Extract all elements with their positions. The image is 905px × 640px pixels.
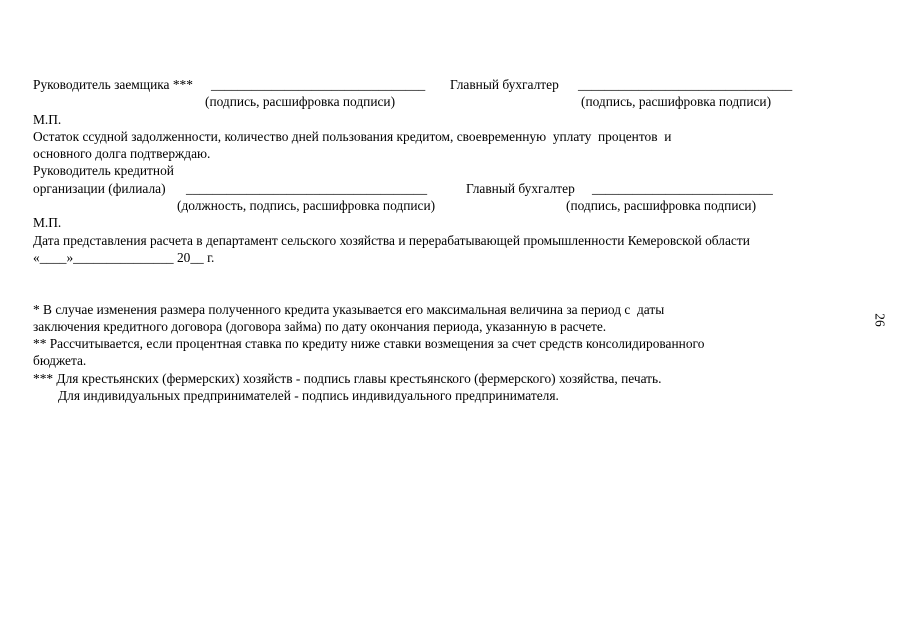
chief-accountant-label-2: Главный бухгалтер (466, 181, 575, 196)
footnote-1-line-1: * В случае изменения размера полученного кредита указывается его максимальная величина за период с даты (33, 302, 665, 317)
chief-accountant-signature-line-1: ________________________________ (578, 77, 793, 92)
signature-caption-1: (подпись, расшифровка подписи) (205, 94, 396, 109)
position-signature-caption: (должность, подпись, расшифровка подписи) (177, 198, 436, 213)
chief-accountant-label-1: Главный бухгалтер (450, 77, 559, 92)
stamp-mark-2: М.П. (33, 215, 62, 230)
footnote-2-line-1: ** Рассчитывается, если процентная ставка по кредиту ниже ставки возмещения за счет средств консолидированного (33, 336, 705, 351)
signature-caption-3: (подпись, расшифровка подписи) (566, 198, 757, 213)
confirmation-text-line-2: основного долга подтверждаю. (33, 146, 211, 161)
credit-org-head-label-2: организации (филиала) (33, 181, 166, 196)
stamp-mark-1: М.П. (33, 112, 62, 127)
date-text-line-1: Дата представления расчета в департамент сельского хозяйства и перерабатывающей промышленности Кемеровской области (33, 233, 750, 248)
signature-caption-2: (подпись, расшифровка подписи) (581, 94, 772, 109)
borrower-head-label: Руководитель заемщика *** (33, 77, 193, 92)
footnote-1-line-2: заключения кредитного договора (договора займа) по дату окончания периода, указанную в расчете. (33, 319, 607, 334)
credit-org-head-label-1: Руководитель кредитной (33, 163, 174, 178)
chief-accountant-signature-line-2: ___________________________ (592, 181, 773, 196)
page-number: 26 (872, 313, 888, 327)
footnote-3-line-1: *** Для крестьянских (фермерских) хозяйств - подпись главы крестьянского (фермерского) хозяйства, печать. (33, 371, 662, 386)
date-text-line-2: «____»_______________ 20__ г. (33, 250, 215, 265)
credit-org-signature-line: ____________________________________ (186, 181, 428, 196)
confirmation-text-line-1: Остаток ссудной задолженности, количество дней пользования кредитом, своевременную уплату процентов и (33, 129, 672, 144)
footnote-2-line-2: бюджета. (33, 353, 87, 368)
footnote-3-line-2: Для индивидуальных предпринимателей - подпись индивидуального предпринимателя. (58, 388, 559, 403)
borrower-signature-line: ________________________________ (211, 77, 426, 92)
